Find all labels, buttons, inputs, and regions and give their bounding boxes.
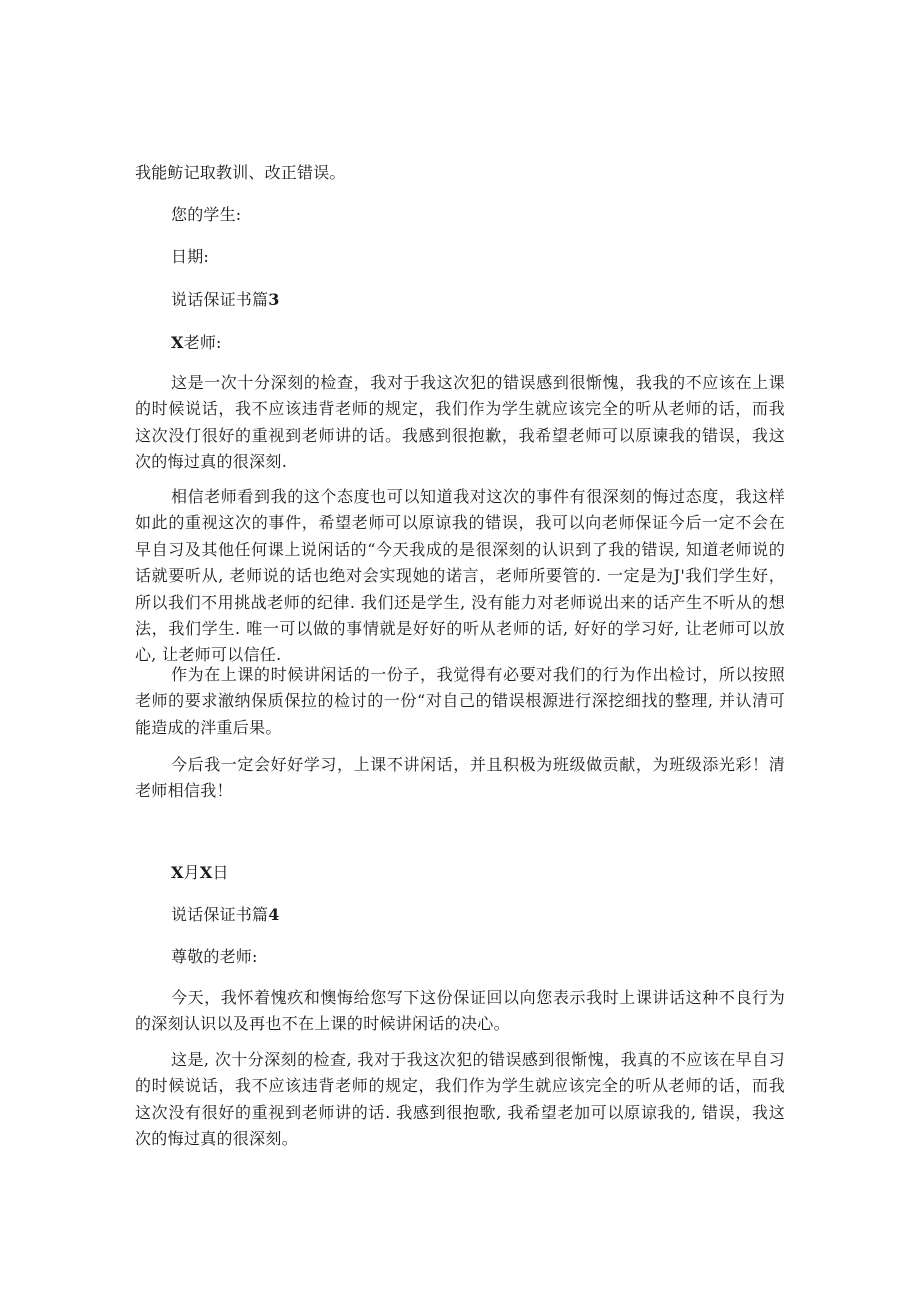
closing-line: 我能鲂记取教训、改正错误。 bbox=[135, 163, 346, 182]
section-number: 3 bbox=[268, 290, 280, 309]
salutation-4: 尊敬的老师: bbox=[171, 947, 258, 966]
paragraph-3-3: 作为在上课的时候讲闲话的一份子，我觉得有必要对我们的行为作出检讨，所以按照老师的要求澈纳保质保拉的检讨的一份“对自己的错误根源进行深挖细找的整理, 并认清可能造成的泮重后果。 bbox=[135, 665, 785, 737]
paragraph-4-1: 今天，我怀着愧疚和懊悔给您写下这份保证回以向您表示我时上课讲话这种不良行为的深刻认识以及再也不在上课的时候讲闲话的决心。 bbox=[135, 988, 785, 1034]
date-day-label: 日 bbox=[212, 863, 229, 882]
salutation-placeholder-mark: X bbox=[171, 333, 184, 352]
signature-date: 日期: bbox=[171, 247, 209, 266]
section-title-4 bbox=[171, 904, 280, 925]
date-month-label: 月 bbox=[183, 863, 200, 882]
signature-student: 您的学生: bbox=[171, 205, 242, 224]
date-day-placeholder: X bbox=[199, 863, 213, 882]
salutation-text: 老师: bbox=[183, 333, 222, 352]
paragraph-3-2: 相信老师看到我的这个态度也可以知道我对这次的事件有很深刻的悔过态度，我这样如此的重视这次的事件，希望老师可以原谅我的错误，我可以向老师保证今后一定不会在早自习及其他任何课上说闲话的“今天我成的是很深刻的认识到了我的错误, 知道老师说的话就要听从, 老师说的话也绝对会实现她的诺言，老师所要管的. 一定是为J'我们学生好，所以我们不用挑战老师的纪律. 我们还是学生, 没有能力对老师说出来的话产生不听从的想法，我们学生. 唯一可以做的事情就是好好的听从老师的话, 好好的学习好, 让老师可以放心, 让老师可以信任. bbox=[135, 487, 785, 665]
section-title-text: 说话保证书篇 bbox=[171, 905, 269, 924]
paragraph-4-2: 这是, 次十分深刻的检查, 我对于我这次犯的错误感到很惭愧，我真的不应该在早自习的时候说话，我不应该违背老师的规定，我们作为学生就应该完全的听从老师的话，而我这次没有很好的重视到老师讲的话. 我感到很抱歌, 我希望老加可以原谅我的, 错误，我这次的悔过真的很深刻。 bbox=[135, 1050, 785, 1149]
paragraph-3-1: 这是一次十分深刻的检查，我对于我这次犯的错误感到很惭愧，我我的不应该在上课的时候说话，我不应该违背老师的规定，我们作为学生就应该完全的听从老师的话，而我这次没仃很好的重视到老师讲的话。我感到很抱歉，我希望老师可以原谏我的错误，我这次的悔过真的很深刻. bbox=[135, 373, 785, 472]
salutation-3 bbox=[171, 332, 222, 353]
section-number: 4 bbox=[268, 905, 280, 924]
paragraph-3-4: 今后我一定会好好学习，上课不讲闲话，并且积极为班级做贡献，为班级添光彩！清老师相信我！ bbox=[135, 755, 785, 801]
date-month-placeholder: X bbox=[171, 863, 184, 882]
section-title-3 bbox=[171, 289, 280, 310]
date-line-3 bbox=[171, 862, 229, 883]
section-title-text: 说话保证书篇 bbox=[171, 290, 269, 309]
